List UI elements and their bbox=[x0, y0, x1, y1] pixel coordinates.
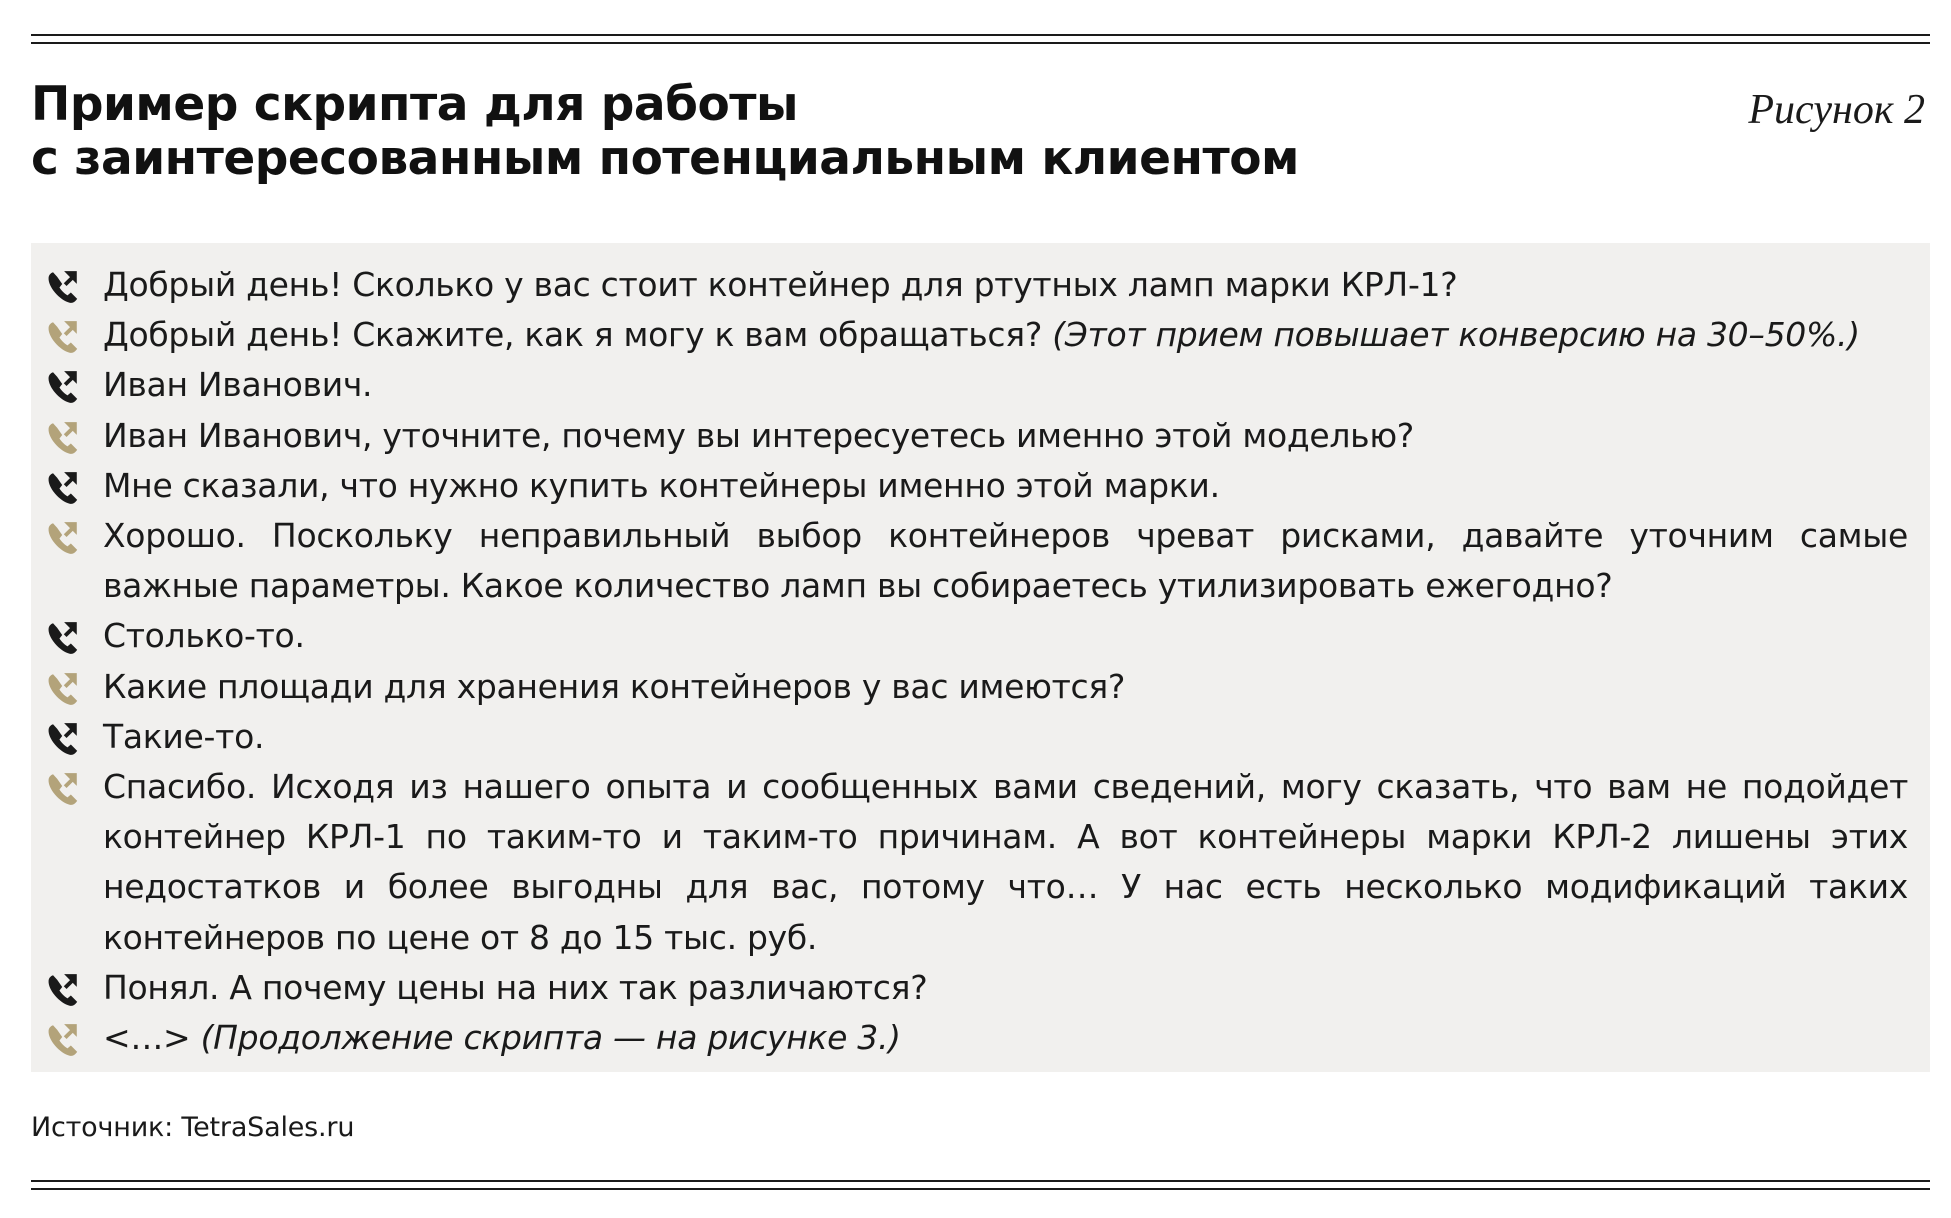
dialog-phrase: Добрый день! Сколько у вас стоит контейнер для ртутных ламп марки КРЛ-1? bbox=[103, 265, 1458, 304]
dialog-line-client bbox=[31, 461, 1930, 511]
dialog-phrase: Мне сказали, что нужно купить контейнеры именно этой марки. bbox=[103, 465, 1220, 505]
figure-label: Рисунок 2 bbox=[1748, 87, 1925, 133]
dialog-text bbox=[103, 360, 1908, 410]
dialog-line-seller bbox=[31, 511, 1930, 611]
dialog-note: (Продолжение скрипта — на рисунке 3.) bbox=[200, 1018, 901, 1058]
dialog-text bbox=[103, 611, 1908, 661]
dialog-text bbox=[103, 411, 1908, 461]
dialog-list bbox=[31, 260, 1930, 1063]
dialog-line-seller bbox=[31, 411, 1930, 461]
dialog-note: (Этот прием повышает конверсию на 30–50%.) bbox=[1052, 315, 1860, 355]
dialog-text bbox=[103, 310, 1908, 360]
phone-icon bbox=[43, 770, 81, 808]
phone-icon bbox=[43, 619, 81, 657]
phone-icon bbox=[43, 971, 81, 1009]
page-title bbox=[31, 78, 1481, 186]
dialog-panel bbox=[31, 243, 1930, 1072]
dialog-text bbox=[103, 1013, 1908, 1063]
dialog-text bbox=[103, 963, 1908, 1013]
dialog-line-client bbox=[31, 611, 1930, 661]
dialog-line-seller bbox=[31, 662, 1930, 712]
phone-icon bbox=[43, 720, 81, 758]
phone-icon bbox=[43, 268, 81, 306]
dialog-text bbox=[103, 662, 1908, 712]
dialog-phrase: Такие-то. bbox=[103, 716, 265, 756]
phone-icon bbox=[43, 519, 81, 557]
dialog-phrase: Спасибо. Исходя из нашего опыта и сообщенных вами сведений, могу сказать, что вам не подойдет контейнер КРЛ-1 по таким-то и таким-то причинам. А вот контейнеры марки КРЛ-2 лишены этих недостатков и более выгодны для вас, потому что… У нас есть несколько модификаций таких контейнеров по цене от 8 до 15 тыс. руб. bbox=[103, 767, 1908, 957]
dialog-phrase: Столько-то. bbox=[103, 616, 305, 656]
dialog-line-seller bbox=[31, 762, 1930, 963]
dialog-line-client bbox=[31, 360, 1930, 410]
dialog-line-client bbox=[31, 712, 1930, 762]
dialog-text bbox=[103, 712, 1908, 762]
phone-icon bbox=[43, 318, 81, 356]
dialog-line-client bbox=[31, 963, 1930, 1013]
dialog-phrase: Иван Иванович. bbox=[103, 365, 373, 405]
dialog-text bbox=[103, 260, 1908, 310]
dialog-text bbox=[103, 762, 1908, 963]
phone-icon bbox=[43, 419, 81, 457]
dialog-phrase: <…> bbox=[103, 1018, 201, 1058]
title-line-1: Пример скрипта для работы bbox=[31, 77, 798, 132]
phone-icon bbox=[43, 670, 81, 708]
source-note: Источник: TetraSales.ru bbox=[31, 1112, 355, 1143]
dialog-phrase: Понял. А почему цены на них так различаются? bbox=[103, 967, 928, 1007]
dialog-text bbox=[103, 511, 1908, 611]
dialog-phrase: Иван Иванович, уточните, почему вы интересуетесь именно этой моделью? bbox=[103, 415, 1415, 455]
dialog-text bbox=[103, 461, 1908, 511]
phone-icon bbox=[43, 368, 81, 406]
dialog-phrase: Хорошо. Поскольку неправильный выбор контейнеров чреват рисками, давайте уточним самые важные параметры. Какое количество ламп вы собираетесь утилизировать ежегодно? bbox=[103, 516, 1908, 606]
title-line-2: с заинтересованным потенциальным клиентом bbox=[31, 131, 1299, 186]
phone-icon bbox=[43, 1021, 81, 1059]
dialog-line-seller bbox=[31, 1013, 1930, 1063]
dialog-line-seller bbox=[31, 310, 1930, 360]
phone-icon bbox=[43, 469, 81, 507]
dialog-line-client bbox=[31, 260, 1930, 310]
dialog-phrase: Какие площади для хранения контейнеров у вас имеются? bbox=[103, 666, 1126, 706]
dialog-phrase: Добрый день! Скажите, как я могу к вам обращаться? bbox=[103, 315, 1053, 355]
